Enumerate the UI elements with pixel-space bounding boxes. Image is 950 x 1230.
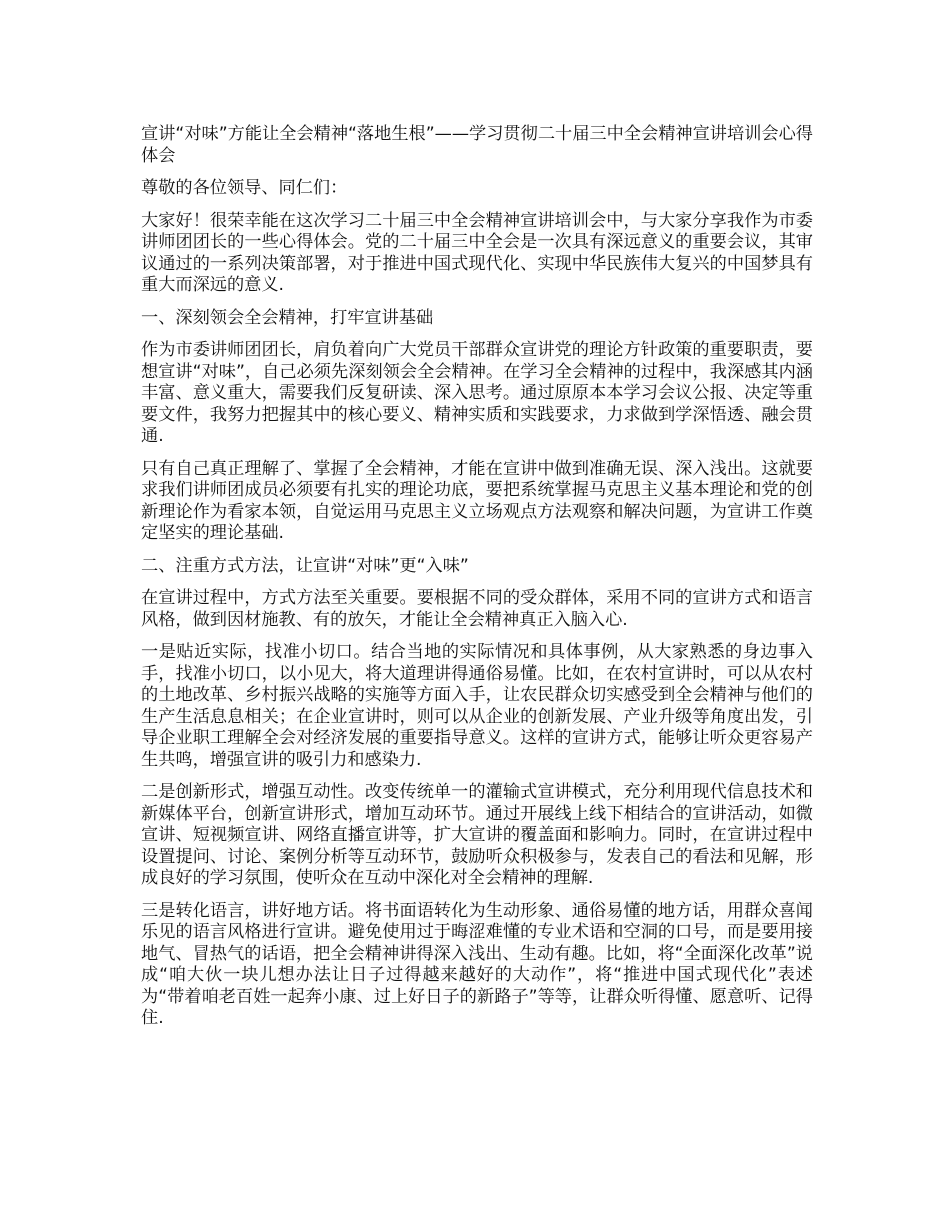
greeting: 尊敬的各位领导、同仁们： <box>141 178 348 198</box>
paragraph-intro: 大家好！很荣幸能在这次学习二十届三中全会精神宣讲培训会中，与大家分享我作为市委讲师团团长的一些心得体会。党的二十届三中全会是一次具有深远意义的重要会议，其审议通过的一系列决策部署，对于推进中国式现代化、实现中华民族伟大复兴的中国梦具有重大而深远的意义. <box>141 210 813 295</box>
paragraph: 作为市委讲师团团长，肩负着向广大党员干部群众宣讲党的理论方针政策的重要职责，要想宣讲“对味”，自己必须先深刻领会全会精神。在学习全会精神的过程中，我深感其内涵丰富、意义重大，需要我们反复研读、深入思考。通过原原本本学习会议公报、决定等重要文件，我努力把握其中的核心要义、精神实质和实践要求，力求做到学深悟透、融会贯通. <box>141 340 813 446</box>
document-title: 宣讲“对味”方能让全会精神“落地生根”——学习贯彻二十届三中全会精神宣讲培训会心得体会 <box>141 124 813 166</box>
section-heading-1: 一、深刻领会全会精神，打牢宣讲基础 <box>141 307 434 328</box>
paragraph: 三是转化语言，讲好地方话。将书面语转化为生动形象、通俗易懂的地方话，用群众喜闻乐见的语言风格进行宣讲。避免使用过于晦涩难懂的专业术语和空洞的口号，而是要用接地气、冒热气的话语，把全会精神讲得深入浅出、生动有趣。比如，将“全面深化改革”说成“咱大伙一块儿想办法让日子过得越来越好的大动作”，将“推进中国式现代化”表述为“带着咱老百姓一起奔小康、过上好日子的新路子”等等，让群众听得懂、愿意听、记得住. <box>141 900 813 1028</box>
paragraph: 二是创新形式，增强互动性。改变传统单一的灌输式宣讲模式，充分利用现代信息技术和新媒体平台，创新宣讲形式，增加互动环节。通过开展线上线下相结合的宣讲活动，如微宣讲、短视频宣讲、网络直播宣讲等，扩大宣讲的覆盖面和影响力。同时，在宣讲过程中设置提问、讨论、案例分析等互动环节，鼓励听众积极参与，发表自己的看法和见解，形成良好的学习氛围，使听众在互动中深化对全会精神的理解. <box>141 782 813 888</box>
paragraph: 一是贴近实际，找准小切口。结合当地的实际情况和具体事例，从大家熟悉的身边事入手，找准小切口，以小见大，将大道理讲得通俗易懂。比如，在农村宣讲时，可以从农村的土地改革、乡村振兴战略的实施等方面入手，让农民群众切实感受到全会精神与他们的生产生活息息相关；在企业宣讲时，则可以从企业的创新发展、产业升级等角度出发，引导企业职工理解全会对经济发展的重要指导意义。这样的宣讲方式，能够让听众更容易产生共鸣，增强宣讲的吸引力和感染力. <box>141 642 813 770</box>
document-page <box>141 124 813 1041</box>
paragraph: 只有自己真正理解了、掌握了全会精神，才能在宣讲中做到准确无误、深入浅出。这就要求我们讲师团成员必须要有扎实的理论功底，要把系统掌握马克思主义基本理论和党的创新理论作为看家本领，自觉运用马克思主义立场观点方法观察和解决问题，为宣讲工作奠定坚实的理论基础. <box>141 458 813 543</box>
section-heading-2: 二、注重方式方法，让宣讲“对味”更“入味” <box>141 555 469 576</box>
paragraph: 在宣讲过程中，方式方法至关重要。要根据不同的受众群体，采用不同的宣讲方式和语言风格，做到因材施教、有的放矢，才能让全会精神真正入脑入心. <box>141 588 813 630</box>
